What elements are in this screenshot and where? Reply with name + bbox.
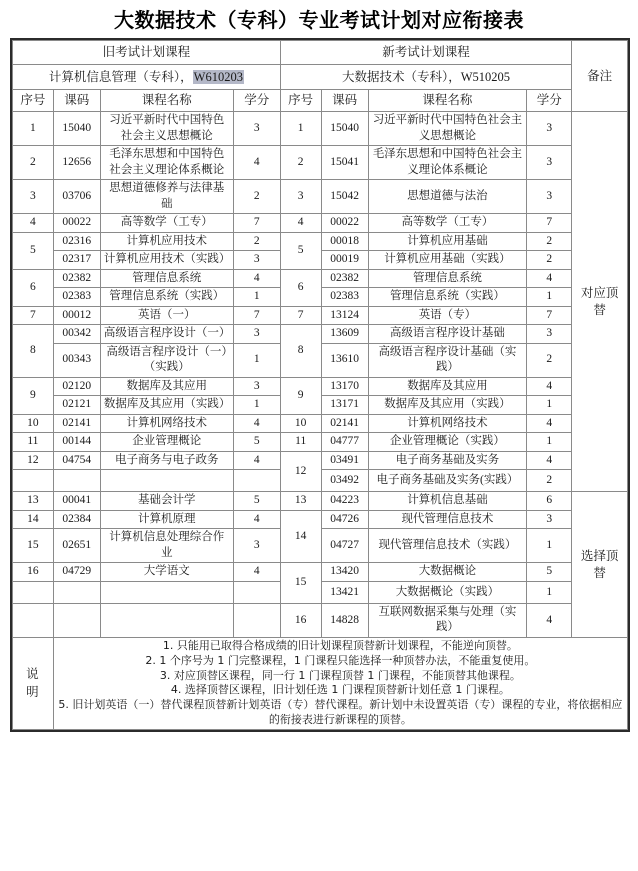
old-credit: 5 — [233, 433, 280, 452]
new-course-name: 数据库及其应用（实践） — [368, 396, 527, 415]
new-credit: 1 — [527, 396, 572, 415]
new-course-name: 数据库及其应用 — [368, 377, 527, 396]
old-code: 02384 — [53, 510, 100, 529]
old-credit: 4 — [233, 414, 280, 433]
old-seq: 8 — [13, 325, 54, 378]
new-seq: 3 — [280, 180, 321, 214]
new-col-name: 课程名称 — [368, 90, 527, 112]
table-row — [13, 180, 628, 214]
old-course-name: 计算机信息处理综合作业 — [100, 529, 233, 563]
old-course-name: 习近平新时代中国特色社会主义思想概论 — [100, 112, 233, 146]
table-row — [13, 325, 628, 344]
old-major-cell — [13, 65, 281, 90]
note-item-5: 5. 旧计划英语（一）替代课程顶替新计划英语（专）替代课程。新计划中未设置英语（专）课程的专业，将依据相应的衔接表进行新课程的顶替。 — [58, 698, 623, 727]
old-seq: 16 — [13, 563, 54, 582]
notes-label-text: 说 明 — [26, 666, 40, 700]
new-seq: 9 — [280, 377, 321, 414]
old-credit-empty — [233, 581, 280, 603]
old-code: 04729 — [53, 563, 100, 582]
old-code: 02382 — [53, 269, 100, 288]
new-code: 02382 — [321, 269, 368, 288]
table-row — [13, 269, 628, 288]
old-credit: 4 — [233, 269, 280, 288]
old-seq: 3 — [13, 180, 54, 214]
old-course-name: 计算机应用技术（实践） — [100, 251, 233, 270]
table-row — [13, 563, 628, 582]
old-credit: 7 — [233, 306, 280, 325]
old-credit: 2 — [233, 180, 280, 214]
old-course-name: 基础会计学 — [100, 492, 233, 511]
old-code: 00041 — [53, 492, 100, 511]
old-seq: 4 — [13, 214, 54, 233]
old-seq: 12 — [13, 451, 54, 470]
old-seq: 5 — [13, 232, 54, 269]
old-code-empty — [53, 470, 100, 492]
new-major-cell: 大数据技术（专科），W510205 — [280, 65, 571, 90]
old-credit: 3 — [233, 377, 280, 396]
new-credit: 1 — [527, 581, 572, 603]
new-credit: 7 — [527, 306, 572, 325]
table-row — [13, 146, 628, 180]
new-code: 03492 — [321, 470, 368, 492]
old-credit: 3 — [233, 325, 280, 344]
new-credit: 3 — [527, 112, 572, 146]
new-credit: 5 — [527, 563, 572, 582]
new-seq: 11 — [280, 433, 321, 452]
new-course-name: 计算机应用基础 — [368, 232, 527, 251]
new-code: 04727 — [321, 529, 368, 563]
old-seq: 6 — [13, 269, 54, 306]
old-course-name: 电子商务与电子政务 — [100, 451, 233, 470]
table-row — [13, 214, 628, 233]
new-seq: 14 — [280, 510, 321, 563]
new-code: 13420 — [321, 563, 368, 582]
new-course-name: 管理信息系统 — [368, 269, 527, 288]
new-course-name: 企业管理概论（实践） — [368, 433, 527, 452]
old-code: 02383 — [53, 288, 100, 307]
old-course-name: 管理信息系统（实践） — [100, 288, 233, 307]
old-course-name: 思想道德修养与法律基础 — [100, 180, 233, 214]
articulation-table-wrapper — [10, 38, 630, 732]
old-course-name: 高级语言程序设计（一） — [100, 325, 233, 344]
old-credit: 4 — [233, 451, 280, 470]
new-course-name: 高级语言程序设计基础 — [368, 325, 527, 344]
new-code: 15041 — [321, 146, 368, 180]
old-course-name-empty — [100, 581, 233, 603]
old-course-name: 管理信息系统 — [100, 269, 233, 288]
old-credit: 2 — [233, 232, 280, 251]
old-course-name-empty — [100, 470, 233, 492]
new-credit: 7 — [527, 214, 572, 233]
new-course-name: 电子商务基础及实务 — [368, 451, 527, 470]
old-course-name: 企业管理概论 — [100, 433, 233, 452]
old-code: 02121 — [53, 396, 100, 415]
table-row — [13, 603, 628, 637]
table-row — [13, 112, 628, 146]
old-code: 12656 — [53, 146, 100, 180]
note-item-2: 2. 1 个序号为 1 门完整课程，1 门课程只能选择一种顶替办法，不能重复使用。 — [145, 653, 536, 667]
old-code: 00022 — [53, 214, 100, 233]
new-seq: 2 — [280, 146, 321, 180]
new-course-name: 计算机网络技术 — [368, 414, 527, 433]
new-plan-group-header: 新考试计划课程 — [280, 41, 571, 65]
old-credit: 3 — [233, 251, 280, 270]
new-credit: 4 — [527, 377, 572, 396]
new-code: 13610 — [321, 343, 368, 377]
new-credit: 6 — [527, 492, 572, 511]
new-code: 13124 — [321, 306, 368, 325]
new-course-name: 高级语言程序设计基础（实践） — [368, 343, 527, 377]
old-code: 02141 — [53, 414, 100, 433]
old-code: 02651 — [53, 529, 100, 563]
new-seq: 1 — [280, 112, 321, 146]
old-seq: 15 — [13, 529, 54, 563]
new-credit: 3 — [527, 146, 572, 180]
new-seq: 6 — [280, 269, 321, 306]
new-credit: 1 — [527, 433, 572, 452]
new-seq: 5 — [280, 232, 321, 269]
new-col-credit: 学分 — [527, 90, 572, 112]
old-seq-empty — [13, 470, 54, 492]
new-code: 00022 — [321, 214, 368, 233]
new-course-name: 电子商务基础及实务(实践） — [368, 470, 527, 492]
notes-body — [53, 637, 627, 729]
new-course-name: 英语（专） — [368, 306, 527, 325]
old-code-empty — [53, 581, 100, 603]
old-course-name: 计算机应用技术 — [100, 232, 233, 251]
new-code: 13609 — [321, 325, 368, 344]
table-row — [13, 232, 628, 251]
new-credit: 4 — [527, 269, 572, 288]
notes-row — [13, 637, 628, 729]
new-course-name: 现代管理信息技术（实践） — [368, 529, 527, 563]
new-course-name: 计算机信息基础 — [368, 492, 527, 511]
old-code: 00342 — [53, 325, 100, 344]
remark-cell-section2: 选择顶替 — [572, 492, 628, 638]
old-credit: 3 — [233, 112, 280, 146]
major-row — [13, 65, 628, 90]
old-code: 15040 — [53, 112, 100, 146]
new-seq: 12 — [280, 451, 321, 492]
old-seq: 7 — [13, 306, 54, 325]
table-row — [13, 510, 628, 529]
old-seq-empty — [13, 581, 54, 603]
new-course-name: 管理信息系统（实践） — [368, 288, 527, 307]
column-header-row — [13, 90, 628, 112]
new-course-name: 大数据概论 — [368, 563, 527, 582]
new-code: 00019 — [321, 251, 368, 270]
new-code: 02383 — [321, 288, 368, 307]
new-course-name: 思想道德与法治 — [368, 180, 527, 214]
new-course-name: 毛泽东思想和中国特色社会主义理论体系概论 — [368, 146, 527, 180]
new-course-name: 习近平新时代中国特色社会主义思想概论 — [368, 112, 527, 146]
old-code: 02120 — [53, 377, 100, 396]
old-course-name: 大学语文 — [100, 563, 233, 582]
old-major-code-selected[interactable]: W610203 — [193, 69, 243, 84]
old-credit: 5 — [233, 492, 280, 511]
old-seq: 1 — [13, 112, 54, 146]
old-credit: 4 — [233, 563, 280, 582]
old-code: 04754 — [53, 451, 100, 470]
new-code: 15042 — [321, 180, 368, 214]
articulation-table — [12, 40, 628, 730]
new-code: 04726 — [321, 510, 368, 529]
table-row — [13, 433, 628, 452]
page-title: 大数据技术（专科）专业考试计划对应衔接表 — [114, 10, 524, 32]
old-plan-group-header: 旧考试计划课程 — [13, 41, 281, 65]
new-course-name: 高等数学（工专） — [368, 214, 527, 233]
new-code: 14828 — [321, 603, 368, 637]
old-seq: 10 — [13, 414, 54, 433]
old-credit: 7 — [233, 214, 280, 233]
table-row — [13, 451, 628, 470]
new-credit: 3 — [527, 510, 572, 529]
old-course-name: 高等数学（工专） — [100, 214, 233, 233]
new-credit: 3 — [527, 325, 572, 344]
new-code: 13421 — [321, 581, 368, 603]
remark-cell-section1: 对应顶替 — [572, 112, 628, 492]
old-credit: 1 — [233, 288, 280, 307]
new-code: 02141 — [321, 414, 368, 433]
new-code: 15040 — [321, 112, 368, 146]
note-item-1: 1. 只能用已取得合格成绩的旧计划课程顶替新计划课程，不能逆向顶替。 — [162, 638, 518, 652]
new-code: 04777 — [321, 433, 368, 452]
old-seq: 11 — [13, 433, 54, 452]
new-code: 13171 — [321, 396, 368, 415]
table-row — [13, 306, 628, 325]
new-code: 13170 — [321, 377, 368, 396]
new-credit: 2 — [527, 470, 572, 492]
new-seq: 10 — [280, 414, 321, 433]
new-seq: 16 — [280, 603, 321, 637]
old-course-name-empty — [100, 603, 233, 637]
table-row — [13, 377, 628, 396]
new-code: 04223 — [321, 492, 368, 511]
old-code: 02317 — [53, 251, 100, 270]
new-seq: 15 — [280, 563, 321, 604]
new-credit: 3 — [527, 180, 572, 214]
old-credit-empty — [233, 470, 280, 492]
new-credit: 1 — [527, 288, 572, 307]
old-major-name: 计算机信息管理（专科）， — [48, 69, 193, 84]
old-col-seq: 序号 — [13, 90, 54, 112]
old-course-name: 计算机原理 — [100, 510, 233, 529]
table-body — [13, 41, 628, 730]
old-seq: 9 — [13, 377, 54, 414]
new-course-name: 大数据概论（实践） — [368, 581, 527, 603]
new-credit: 4 — [527, 414, 572, 433]
new-code: 00018 — [321, 232, 368, 251]
new-credit: 4 — [527, 603, 572, 637]
old-course-name: 毛泽东思想和中国特色社会主义理论体系概论 — [100, 146, 233, 180]
table-row — [13, 492, 628, 511]
table-row — [13, 414, 628, 433]
old-code: 00012 — [53, 306, 100, 325]
old-course-name: 英语（一） — [100, 306, 233, 325]
old-seq: 2 — [13, 146, 54, 180]
new-credit: 2 — [527, 343, 572, 377]
new-seq: 13 — [280, 492, 321, 511]
new-credit: 4 — [527, 451, 572, 470]
new-credit: 2 — [527, 232, 572, 251]
old-course-name: 高级语言程序设计（一）（实践） — [100, 343, 233, 377]
old-credit-empty — [233, 603, 280, 637]
group-header-row — [13, 41, 628, 65]
new-col-code: 课码 — [321, 90, 368, 112]
old-code: 00144 — [53, 433, 100, 452]
new-seq: 7 — [280, 306, 321, 325]
new-seq: 4 — [280, 214, 321, 233]
new-course-name: 计算机应用基础（实践） — [368, 251, 527, 270]
old-seq-empty — [13, 603, 54, 637]
new-code: 03491 — [321, 451, 368, 470]
notes-label — [13, 637, 54, 729]
old-code-empty — [53, 603, 100, 637]
new-course-name: 互联网数据采集与处理（实践） — [368, 603, 527, 637]
old-seq: 14 — [13, 510, 54, 529]
old-credit: 1 — [233, 343, 280, 377]
old-col-credit: 学分 — [233, 90, 280, 112]
remark-column-header: 备注 — [572, 41, 628, 112]
old-seq: 13 — [13, 492, 54, 511]
note-item-4: 4. 选择顶替区课程，旧计划任选 1 门课程顶替新计划任意 1 门课程。 — [170, 683, 510, 697]
old-code: 03706 — [53, 180, 100, 214]
new-col-seq: 序号 — [280, 90, 321, 112]
old-col-code: 课码 — [53, 90, 100, 112]
old-course-name: 数据库及其应用（实践） — [100, 396, 233, 415]
old-course-name: 数据库及其应用 — [100, 377, 233, 396]
new-seq: 8 — [280, 325, 321, 378]
old-credit: 4 — [233, 146, 280, 180]
old-code: 02316 — [53, 232, 100, 251]
old-col-name: 课程名称 — [100, 90, 233, 112]
new-credit: 2 — [527, 251, 572, 270]
new-credit: 1 — [527, 529, 572, 563]
old-code: 00343 — [53, 343, 100, 377]
old-credit: 4 — [233, 510, 280, 529]
old-credit: 3 — [233, 529, 280, 563]
old-credit: 1 — [233, 396, 280, 415]
note-item-3: 3. 对应顶替区课程，同一行 1 门课程顶替 1 门课程，不能顶替其他课程。 — [159, 668, 521, 682]
old-course-name: 计算机网络技术 — [100, 414, 233, 433]
new-course-name: 现代管理信息技术 — [368, 510, 527, 529]
